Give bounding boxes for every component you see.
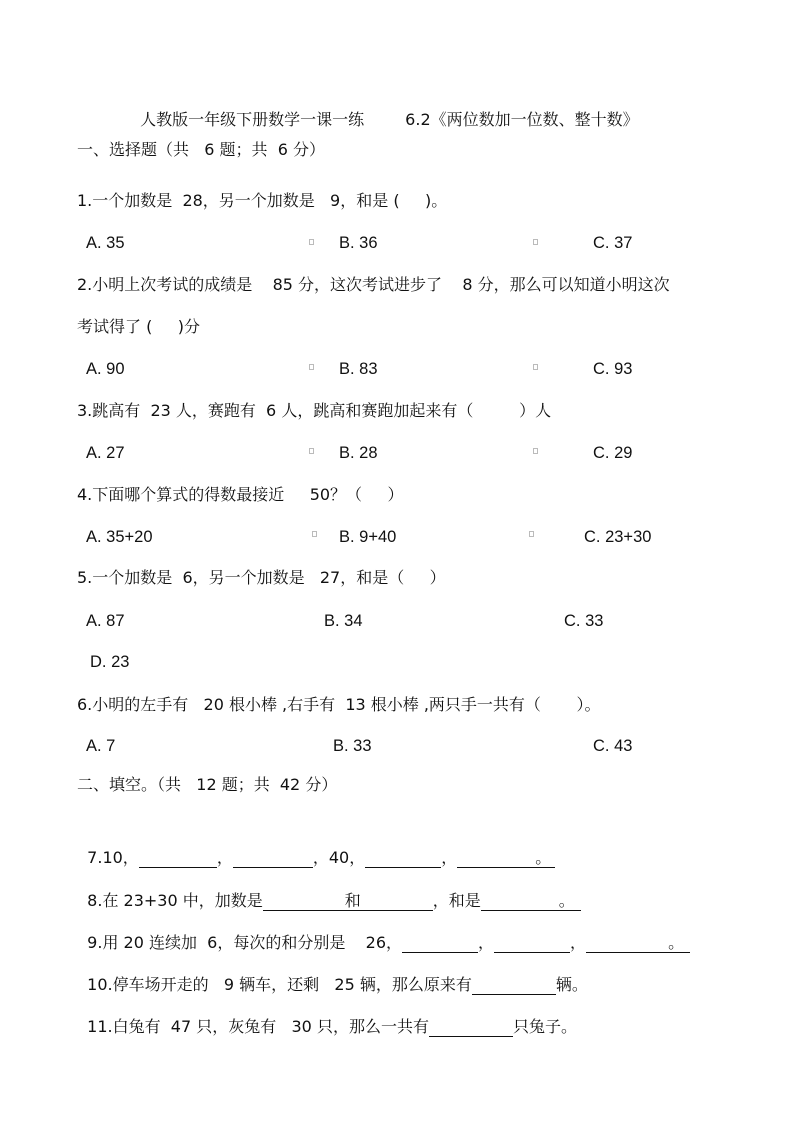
q7-text-c: ，40， bbox=[312, 848, 366, 867]
question-2-option-a[interactable]: A. 90 bbox=[86, 360, 125, 378]
question-3-option-b[interactable]: B. 28 bbox=[339, 444, 378, 462]
document-subtitle bbox=[395, 90, 639, 130]
q7-text-d: ， bbox=[441, 848, 458, 867]
q8-blank-2[interactable] bbox=[361, 892, 433, 911]
option-marker bbox=[309, 239, 314, 245]
question-11 bbox=[77, 997, 577, 1037]
q9-blank-1[interactable] bbox=[402, 934, 478, 953]
question-1-option-a[interactable]: A. 35 bbox=[86, 234, 125, 252]
q8-text-c: ，和是 bbox=[432, 891, 481, 910]
title-left: 人教版一年级下册数学一课一练 bbox=[140, 110, 365, 129]
question-10 bbox=[77, 955, 588, 995]
q8-text-a: 8.在 23+30 中，加数是 bbox=[87, 891, 263, 910]
question-7 bbox=[77, 828, 555, 868]
question-2-option-b[interactable]: B. 83 bbox=[339, 360, 378, 378]
q9-text-c: ， bbox=[570, 933, 587, 952]
q11-blank-1[interactable] bbox=[429, 1018, 513, 1037]
question-5-option-a[interactable]: A. 87 bbox=[86, 612, 125, 630]
question-4-stem: 4.下面哪个算式的得数最接近 50？（ ） bbox=[77, 485, 404, 504]
q8-text-d: 。 bbox=[559, 891, 581, 911]
q9-blank-3[interactable] bbox=[586, 934, 668, 953]
q7-text-a: 7.10， bbox=[87, 848, 139, 867]
option-marker bbox=[533, 364, 538, 370]
question-5-option-c[interactable]: C. 33 bbox=[564, 612, 604, 630]
q7-blank-1[interactable] bbox=[139, 849, 217, 868]
question-5-stem: 5.一个加数是 6，另一个加数是 27，和是（ ） bbox=[77, 568, 446, 587]
q8-blank-3[interactable] bbox=[481, 892, 559, 911]
q9-blank-2[interactable] bbox=[494, 934, 570, 953]
question-5-option-b[interactable]: B. 34 bbox=[324, 612, 363, 630]
question-4-option-a[interactable]: A. 35+20 bbox=[86, 528, 153, 546]
q7-blank-2[interactable] bbox=[233, 849, 313, 868]
question-1-option-b[interactable]: B. 36 bbox=[339, 234, 378, 252]
section-heading-fill: 二、填空。（共 12 题；共 42 分） bbox=[77, 775, 338, 794]
q7-blank-4[interactable] bbox=[457, 849, 535, 868]
q7-text-b: ， bbox=[216, 848, 233, 867]
q7-text-e: 。 bbox=[535, 848, 555, 868]
q9-text-a: 9.用 20 连续加 6，每次的和分别是 26， bbox=[87, 933, 403, 952]
question-3-option-c[interactable]: C. 29 bbox=[593, 444, 633, 462]
question-1-option-c[interactable]: C. 37 bbox=[593, 234, 633, 252]
q9-text-b: ， bbox=[478, 933, 495, 952]
q7-blank-3[interactable] bbox=[365, 849, 441, 868]
option-marker bbox=[529, 531, 534, 537]
q10-blank-1[interactable] bbox=[472, 976, 556, 995]
question-6-option-a[interactable]: A. 7 bbox=[86, 737, 116, 755]
q11-text-a: 11.白兔有 47 只，灰兔有 30 只，那么一共有 bbox=[87, 1017, 429, 1036]
q11-text-b: 只兔子。 bbox=[512, 1017, 577, 1036]
option-marker bbox=[309, 364, 314, 370]
question-5-option-d[interactable]: D. 23 bbox=[90, 653, 130, 671]
title-right: 6.2《两位数加一位数、整十数》 bbox=[405, 110, 639, 129]
question-9 bbox=[77, 913, 690, 953]
option-marker bbox=[309, 448, 314, 454]
question-2-stem-line2: 考试得了 ( )分 bbox=[77, 317, 201, 336]
q8-text-b: 和 bbox=[344, 891, 361, 910]
question-6-stem: 6.小明的左手有 20 根小棒 ,右手有 13 根小棒 ,两只手一共有（ ）。 bbox=[77, 695, 601, 714]
question-1-stem: 1.一个加数是 28，另一个加数是 9，和是 ( )。 bbox=[77, 191, 448, 210]
question-4-option-c[interactable]: C. 23+30 bbox=[584, 528, 652, 546]
option-marker bbox=[533, 239, 538, 245]
question-4-option-b[interactable]: B. 9+40 bbox=[339, 528, 397, 546]
question-2-option-c[interactable]: C. 93 bbox=[593, 360, 633, 378]
option-marker bbox=[533, 448, 538, 454]
q8-blank-1[interactable] bbox=[263, 892, 345, 911]
option-marker bbox=[312, 531, 317, 537]
question-8 bbox=[77, 871, 581, 911]
question-6-option-b[interactable]: B. 33 bbox=[333, 737, 372, 755]
section-heading-choice: 一、选择题（共 6 题；共 6 分） bbox=[77, 140, 325, 159]
question-3-option-a[interactable]: A. 27 bbox=[86, 444, 125, 462]
question-2-stem: 2.小明上次考试的成绩是 85 分，这次考试进步了 8 分，那么可以知道小明这次 bbox=[77, 275, 670, 294]
q9-text-d: 。 bbox=[668, 933, 690, 953]
question-3-stem: 3.跳高有 23 人，赛跑有 6 人，跳高和赛跑加起来有（ ）人 bbox=[77, 401, 552, 420]
q10-text-a: 10.停车场开走的 9 辆车，还剩 25 辆，那么原来有 bbox=[87, 975, 472, 994]
document-title bbox=[130, 90, 364, 130]
q10-text-b: 辆。 bbox=[555, 975, 588, 994]
question-6-option-c[interactable]: C. 43 bbox=[593, 737, 633, 755]
